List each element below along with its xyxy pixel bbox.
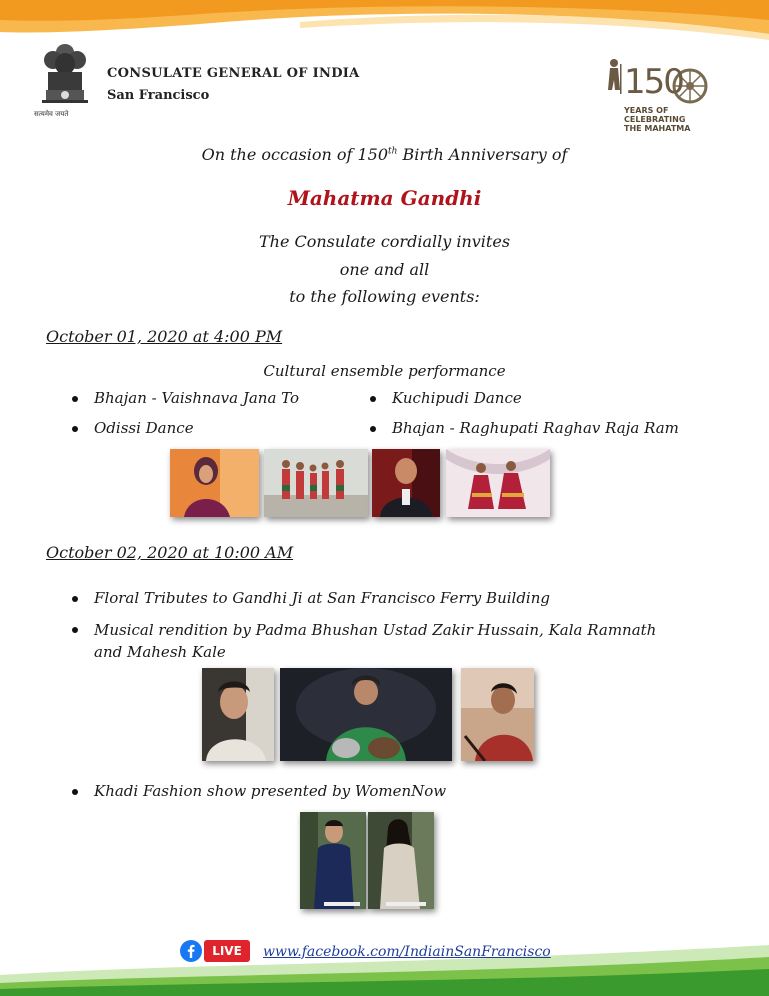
list-item: Kuchipudi Dance	[368, 389, 522, 407]
dance-troupe-photo	[264, 449, 368, 517]
list-item: Bhajan - Vaishnava Jana To	[70, 389, 299, 407]
occasion-superscript: th	[388, 146, 398, 157]
logo-number: 150	[624, 62, 683, 102]
kuchipudi-dancers-photo	[446, 449, 550, 517]
facebook-link[interactable]: www.facebook.com/IndiainSanFrancisco	[263, 944, 551, 960]
list-item: Bhajan - Raghupati Raghav Raja Ram	[368, 419, 679, 437]
singer-photo	[170, 449, 259, 517]
logo-line2: CELEBRATING	[624, 115, 686, 124]
list-item: Odissi Dance	[70, 419, 194, 437]
fashion-model-male-photo	[300, 812, 366, 909]
page-title: Mahatma Gandhi	[287, 186, 482, 210]
occasion-prefix: On the occasion of 150	[201, 145, 389, 164]
invitation-line-1: The Consulate cordially invites	[258, 232, 511, 251]
event2-date: October 02, 2020 at 10:00 AM	[46, 543, 294, 562]
list-item: Musical rendition by Padma Bhushan Ustad Zakir Hussain, Kala Ramnath and Mahesh Kale	[70, 619, 684, 663]
consulate-city: San Francisco	[107, 88, 210, 103]
mahesh-kale-photo	[202, 668, 274, 761]
150-years-logo	[600, 56, 716, 142]
occasion-line	[0, 145, 769, 164]
male-singer-photo	[372, 449, 440, 517]
invitation-line-3: to the following events:	[289, 287, 480, 306]
logo-line1: YEARS OF	[624, 106, 669, 115]
national-emblem-icon	[38, 42, 92, 120]
fashion-model-female-photo	[368, 812, 434, 909]
list-item: Khadi Fashion show presented by WomenNow	[70, 782, 446, 800]
emblem-motto: सत्यमेव जयते	[34, 110, 69, 118]
top-saffron-swoosh	[0, 0, 769, 60]
event1-subheading: Cultural ensemble performance	[263, 362, 506, 380]
invitation-line-2: one and all	[339, 260, 430, 279]
consulate-name: CONSULATE GENERAL OF INDIA	[107, 66, 360, 81]
kala-ramnath-photo	[461, 668, 534, 761]
event1-date: October 01, 2020 at 4:00 PM	[46, 327, 283, 346]
occasion-suffix: Birth Anniversary of	[397, 145, 568, 164]
facebook-icon[interactable]	[180, 940, 202, 962]
logo-line3: THE MAHATMA	[624, 124, 691, 133]
zakir-hussain-photo	[280, 668, 452, 761]
list-item: Floral Tributes to Gandhi Ji at San Francisco Ferry Building	[70, 589, 550, 607]
live-badge: LIVE	[204, 940, 250, 962]
